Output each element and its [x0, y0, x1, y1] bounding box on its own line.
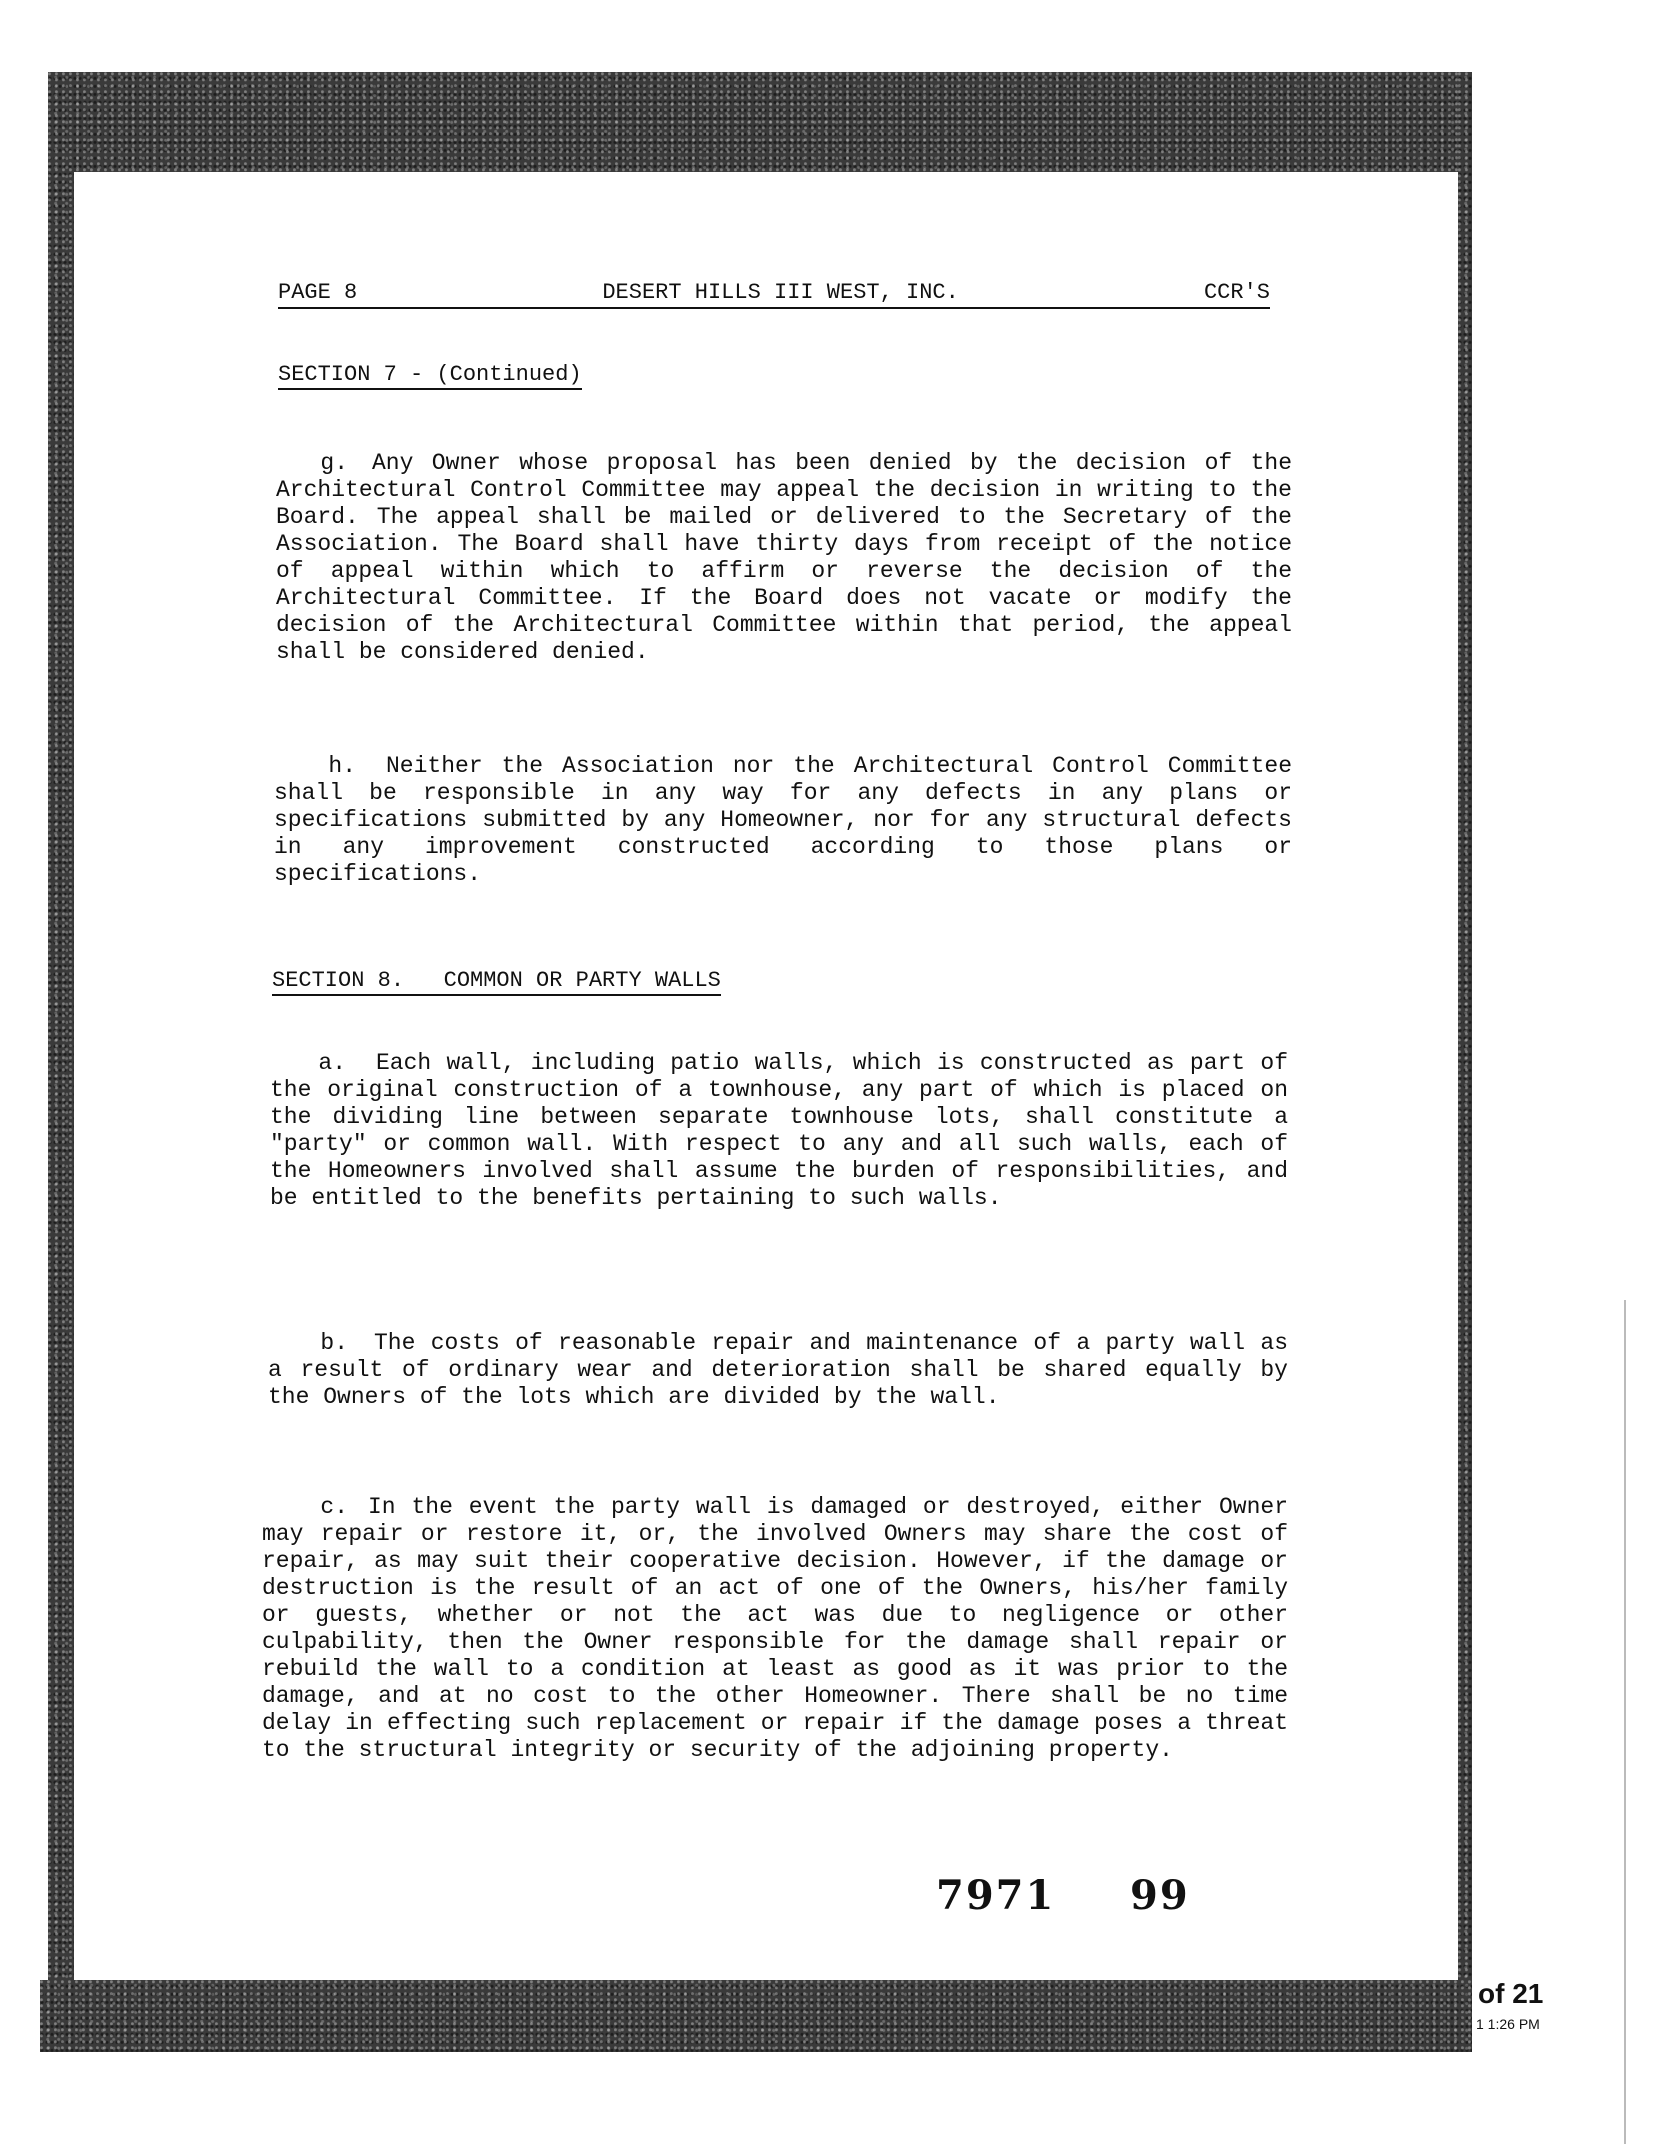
section-7-heading: SECTION 7 - (Continued): [278, 362, 582, 390]
paragraph-text: In the event the party wall is damaged or destroyed, either Owner may repair or restore it, or, the involved Owners may share the cost of repair, as may suit their cooperative decision. However, if the damage or destruction is the result of an act of one of the Owners, his/her family or guests, whether or not the act was due to negligence or other culpability, then the Owner responsible for the damage shall repair or rebuild the wall to a condition at least as good as it was prior to the damage, and at no cost to the other Homeowner. There shall be no time delay in effecting such replacement or repair if the damage poses a threat to the structural integrity or security of the adjoining property.: [262, 1494, 1288, 1763]
page-count-note: of 21: [1478, 1978, 1544, 2009]
section-8-heading: SECTION 8. COMMON OR PARTY WALLS: [272, 968, 721, 996]
paragraph-text: Each wall, including patio walls, which is constructed as part of the original construction of a townhouse, any part of which is placed on the dividing line between separate townhouse lots, shall constitute a "party" or common wall. With respect to any and all such walls, each of the Homeowners involved shall assume the burden of responsibilities, and be entitled to the benefits pertaining to such walls.: [270, 1050, 1288, 1211]
paragraph-label: c.: [320, 1494, 348, 1520]
scan-border-right: [1458, 72, 1472, 2052]
header-page-number: PAGE 8: [278, 280, 358, 305]
scan-border-left: [48, 72, 74, 2052]
paragraph-h: [274, 753, 1292, 888]
header-title: DESERT HILLS III WEST, INC.: [602, 280, 959, 305]
paragraph-text: Any Owner whose proposal has been denied by the decision of the Architectural Control Committee may appeal the decision in writing to the Board. The appeal shall be mailed or delivered to the Secretary of the Association. The Board shall have thirty days from receipt of the notice of appeal within which to affirm or reverse the decision of the Architectural Committee. If the Board does not vacate or modify the decision of the Architectural Committee within that period, the appeal shall be considered denied.: [276, 450, 1292, 665]
paragraph-b: [268, 1330, 1288, 1411]
paragraph-label: b.: [320, 1330, 348, 1356]
paragraph-label: a.: [318, 1050, 346, 1076]
paragraph-c: [262, 1494, 1288, 1764]
recording-page-number: 99: [1130, 1872, 1190, 1919]
page-header: [278, 280, 1270, 309]
paragraph-g: [276, 450, 1292, 666]
scan-border-bottom: [40, 1980, 1472, 2052]
paragraph-a: [270, 1050, 1288, 1212]
paragraph-text: The costs of reasonable repair and maintenance of a party wall as a result of ordinary wear and deterioration shall be shared equally by the Owners of the lots which are divided by the wall.: [268, 1330, 1288, 1410]
paragraph-label: g.: [320, 450, 348, 476]
recording-book-number: 7971: [936, 1872, 1056, 1919]
scan-border-top: [48, 72, 1472, 172]
margin-rule: [1624, 1300, 1626, 2144]
print-time-note: 1 1:26 PM: [1476, 2016, 1540, 2032]
paragraph-label: h.: [328, 753, 356, 779]
paragraph-text: Neither the Association nor the Architectural Control Committee shall be responsible in any way for any defects in any plans or specifications submitted by any Homeowner, nor for any structural defects in any improvement constructed according to those plans or specifications.: [274, 753, 1292, 887]
header-doc-type: CCR'S: [1203, 280, 1270, 305]
